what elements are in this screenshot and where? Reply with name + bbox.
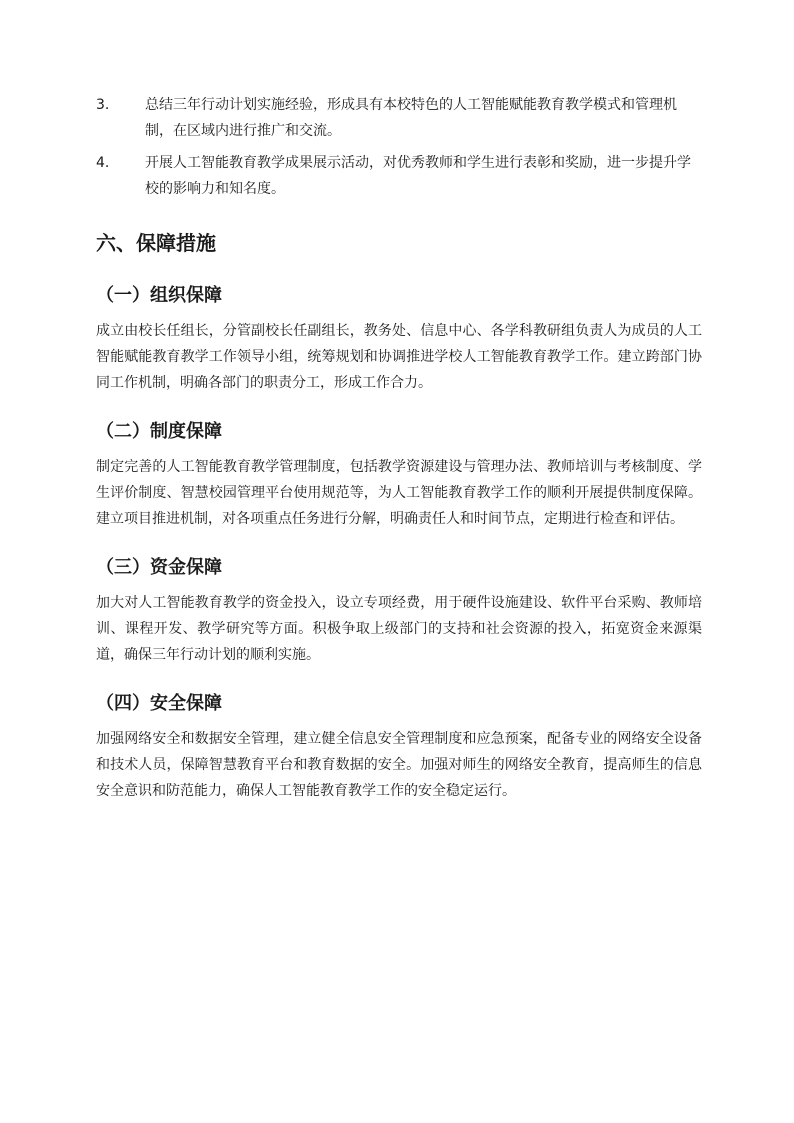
subsection-heading-system: （二）制度保障 <box>96 421 222 442</box>
list-number: 4. <box>96 155 110 171</box>
subsection-paragraph-organization: 成立由校长任组长，分管副校长任副组长，教务处、信息中心、各学科教研组负责人为成员的人工智能赋能教育教学工作领导小组，统筹规划和协调推进学校人工智能教育教学工作。建立跨部门协同工作机制，明确各部门的职责分工，形成工作合力。 <box>96 323 702 391</box>
subsection-paragraph-funding: 加大对人工智能教育教学的资金投入，设立专项经费，用于硬件设施建设、软件平台采购、教师培训、课程开发、教学研究等方面。积极争取上级部门的支持和社会资源的投入，拓宽资金来源渠道，确保三年行动计划的顺利实施。 <box>96 595 702 663</box>
subsection-heading-funding: （三）资金保障 <box>96 557 222 578</box>
list-item-text: 总结三年行动计划实施经验，形成具有本校特色的人工智能赋能教育教学模式和管理机制，在区域内进行推广和交流。 <box>145 97 677 139</box>
section-heading: 六、保障措施 <box>96 231 216 255</box>
list-item <box>96 92 702 144</box>
list-item <box>96 150 702 202</box>
list-number: 3. <box>96 97 110 113</box>
subsection-heading-organization: （一）组织保障 <box>96 285 222 306</box>
subsection-heading-security: （四）安全保障 <box>96 693 222 714</box>
document-page <box>96 92 702 804</box>
subsection-paragraph-system: 制定完善的人工智能教育教学管理制度，包括教学资源建设与管理办法、教师培训与考核制度、学生评价制度、智慧校园管理平台使用规范等，为人工智能教育教学工作的顺利开展提供制度保障。建立项目推进机制，对各项重点任务进行分解，明确责任人和时间节点，定期进行检查和评估。 <box>96 459 702 527</box>
subsection-paragraph-security: 加强网络安全和数据安全管理，建立健全信息安全管理制度和应急预案，配备专业的网络安全设备和技术人员，保障智慧教育平台和教育数据的安全。加强对师生的网络安全教育，提高师生的信息安全意识和防范能力，确保人工智能教育教学工作的安全稳定运行。 <box>96 731 702 799</box>
list-item-text: 开展人工智能教育教学成果展示活动，对优秀教师和学生进行表彰和奖励，进一步提升学校的影响力和知名度。 <box>145 155 691 197</box>
